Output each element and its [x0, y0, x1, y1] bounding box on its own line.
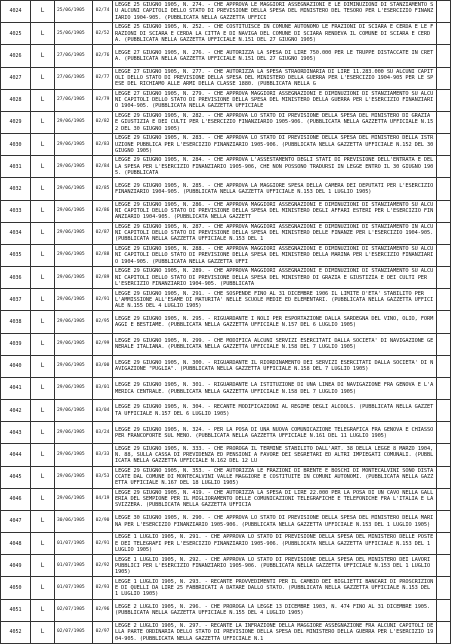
blank-cell [437, 377, 451, 399]
law-number-cell: 4044 [1, 444, 31, 466]
law-date-cell: 02/07/1905 [55, 621, 93, 643]
law-description-cell: LEGGE 2 LUGLIO 1905, N. 297. - RECANTE LA INFRAZIONE DELLA MAGGIORE ASSEGNAZIONE FRA ALCUNI CAPITOLI DELLA PARTE ORDINARIA DELLO STATO DI PREVISIONE DELLA SPESA DEL MINISTERO DELLA GUERRA PER L'ESERCIZIO 1904-905. (PUBBLICATA NELLA GAZZETTA UFFICIALE N.1 [113, 621, 437, 643]
law-date-cell: 29/06/1905 [55, 355, 93, 377]
law-row [1, 510, 451, 532]
law-row [1, 377, 451, 399]
law-number-cell: 4047 [1, 510, 31, 532]
law-code-cell: 02/74 [93, 1, 113, 23]
law-date-cell: 29/06/1905 [55, 200, 93, 222]
law-description-cell: LEGGE 29 GIUGNO 1905, N. 284. - CHE APPROVA L'ASSESTAMENTO DEGLI STATI DI PREVISIONE DELL'ENTRATA E DELLA SPESA PER L'ESERCIZIO FINANZIARIO 1905-906, CHE NON POSSONO TRADURSI IN LEGGE ENTRO IL 30 GIUGNO 1905. (PUBBLICATA [113, 156, 437, 178]
law-description-cell: LEGGE 29 GIUGNO 1905, N. 324. - PER LA POSA DI UNA NUOVA COMUNICAZIONE TELEGRAFICA FRA GENOVA E CHIASSO PER FRANCOFORTE SUL MENO. (PUBBLICATA NELLA GAZZETTA UFFICIALE N.161 DEL 11 LUGLIO 1905) [113, 422, 437, 444]
law-row [1, 289, 451, 311]
act-type-cell: L [31, 400, 55, 422]
act-type-cell: L [31, 355, 55, 377]
act-type-cell: L [31, 289, 55, 311]
law-row [1, 488, 451, 510]
law-description-cell: LEGGE 25 GIUGNO 1905, N. 252. - CHE COSTITUISCE IN COMUNE AUTONOMO LE FRAZIONI DI SCIARA E CERDA E LE FRAZIONI DI SCIARA E CERDA LA CITTA E DI NAVIGA DEL COMUNE DI SCIARA RENDEVA IL COMUNE DI SCIARA E CERDA. (PUBBLICATA NELLA GAZZETTA UFFICIALE N.151 DEL 27 GIUGNO 1905) [113, 23, 437, 45]
law-row [1, 45, 451, 67]
law-code-cell: 02/79 [93, 89, 113, 111]
law-number-cell: 4051 [1, 599, 31, 621]
law-row [1, 23, 451, 45]
law-number-cell: 4043 [1, 422, 31, 444]
blank-cell [437, 156, 451, 178]
law-row [1, 466, 451, 488]
law-number-cell: 4024 [1, 1, 31, 23]
blank-cell [437, 555, 451, 577]
act-type-cell: L [31, 1, 55, 23]
law-description-cell: LEGGE 25 GIUGNO 1905, N. 274. - CHE APPROVA LE MAGGIORI ASSEGNAZIONI E LE DIMINUZIONI DI STANZIAMENTO SU ALCUNI CAPITOLI DELLO STATO DI PREVISIONE DELLA SPESA DEL MINISTERO DEL TESORO PER L'ESERCIZIO FINANZIARIO 1904-905. (PUBBLICATA NELLA GAZZETTA UFFICI [113, 1, 437, 23]
law-row [1, 89, 451, 111]
blank-cell [437, 355, 451, 377]
law-description-cell: LEGGE 29 GIUGNO 1905, N. 285. - CHE APPROVA LA MAGGIORE SPESA DELLA CAMERA DEI DEPUTATI PER L'ESERCIZIO FINANZIARIO 1904-905. (PUBBLICATA NELLA GAZZETTA UFFICIALE N.153 DEL 1 LUGLIO 1905) [113, 178, 437, 200]
law-code-cell: 02/91 [93, 533, 113, 555]
blank-cell [437, 400, 451, 422]
blank-cell [437, 333, 451, 355]
law-row [1, 577, 451, 599]
blank-cell [437, 45, 451, 67]
blank-cell [437, 311, 451, 333]
act-type-cell: L [31, 555, 55, 577]
law-number-cell: 4048 [1, 533, 31, 555]
law-code-cell: 03/33 [93, 444, 113, 466]
law-description-cell: LEGGE 29 GIUGNO 1905, N. 301. - RIGUARDANTE LA ISTITUZIONE DI UNA LINEA DI NAVIGAZIONE FRA GENOVA E L'AMERICA CENTRALE. (PUBBLICATA NELLA GAZZETTA UFFICIALE N.158 DEL 7 LUGLIO 1905) [113, 377, 437, 399]
act-type-cell: L [31, 178, 55, 200]
law-number-cell: 4025 [1, 23, 31, 45]
law-row [1, 311, 451, 333]
act-type-cell: L [31, 67, 55, 89]
law-date-cell: 27/06/1905 [55, 67, 93, 89]
law-number-cell: 4031 [1, 156, 31, 178]
law-description-cell: LEGGE 27 GIUGNO 1905, N. 277. - CHE AUTORIZZA LA SPESA STRAORDINARIA DI LIRE 11.283.000 SU ALCUNI CAPITOLI DELLO STATO DI PREVISIONE DELLA SPESA DEL MINISTERO DELLA GUERRA PER L'ESERCIZIO 1904-905 PER LE SPESE DEL RICHIAMO ALLE ARMI DELLA CLASSE 1880. (PUBBLICATA NELLA G [113, 67, 437, 89]
act-type-cell: L [31, 377, 55, 399]
law-number-cell: 4049 [1, 555, 31, 577]
blank-cell [437, 244, 451, 266]
law-code-cell: 02/99 [93, 333, 113, 355]
act-type-cell: L [31, 156, 55, 178]
law-code-cell: 02/88 [93, 244, 113, 266]
blank-cell [437, 134, 451, 156]
law-row [1, 244, 451, 266]
law-number-cell: 4033 [1, 200, 31, 222]
blank-cell [437, 200, 451, 222]
blank-cell [437, 267, 451, 289]
act-type-cell: L [31, 267, 55, 289]
law-date-cell: 29/06/1905 [55, 333, 93, 355]
law-description-cell: LEGGE 1 LUGLIO 1905, N. 293. - RECANTE PROVVEDIMENTI PER IL CAMBIO DEI BIGLIETTI BANCARI DI PROSCRIZIONE DI QUELLI DA LIRE 25 FABBRICATI A DATARE DALLO STATO. (PUBBLICATA NELLA GAZZETTA UFFICIALE N.153 DEL 1 LUGLIO 1905) [113, 577, 437, 599]
law-row [1, 200, 451, 222]
law-number-cell: 4029 [1, 111, 31, 133]
law-description-cell: LEGGE 29 GIUGNO 1905, N. 299. - CHE MODIFICA ALCUNI SERVIZI ESERCITATI DALLA SOCIETA' DI NAVIGAZIONE GENERALE ITALIANA. (PUBBLICATA NELLA GAZZETTA UFFICIALE N.158 DEL 7 LUGLIO 1905) [113, 333, 437, 355]
law-number-cell: 4032 [1, 178, 31, 200]
law-code-cell: 02/89 [93, 267, 113, 289]
law-date-cell: 29/06/1905 [55, 400, 93, 422]
law-row [1, 1, 451, 23]
law-code-cell: 02/87 [93, 222, 113, 244]
law-date-cell: 29/06/1905 [55, 444, 93, 466]
law-code-cell: 02/85 [93, 178, 113, 200]
law-row [1, 555, 451, 577]
law-code-cell: 02/95 [93, 311, 113, 333]
blank-cell [437, 289, 451, 311]
law-description-cell: LEGGE 29 GIUGNO 1905, N. 282. - CHE APPROVA LO STATO DI PREVISIONE DELLA SPESA DEL MINISTERO DI GRAZIA E GIUSTIZIA E DEI CULTI PER L'ESERCIZIO FINANZIARIO 1905-906. (PUBBLICATA NELLA GAZZETTA UFFICIALE N.152 DEL 30 GIUGNO 1905) [113, 111, 437, 133]
law-description-cell: LEGGE 27 GIUGNO 1905, N. 276. - CHE AUTORIZZA LA SPESA DI LIRE 750.000 PER LE TRUPPE DISTACCATE IN CRETA. (PUBBLICATA NELLA GAZZETTA UFFICIALE N.151 DEL 27 GIUGNO 1905) [113, 45, 437, 67]
law-date-cell: 29/06/1905 [55, 222, 93, 244]
law-code-cell: 02/76 [93, 45, 113, 67]
blank-cell [437, 422, 451, 444]
law-description-cell: LEGGE 1 LUGLIO 1905, N. 292. - CHE APPROVA LO STATO DI PREVISIONE DELLA SPESA DEL MINISTERO DEI LAVORI PUBBLICI PER L'ESERCIZIO FINANZIARIO 1905-906. (PUBBLICATA NELLA GAZZETTA UFFICIALE N.153 DEL 1 LUGLIO 1905) [113, 555, 437, 577]
law-date-cell: 29/06/1905 [55, 422, 93, 444]
law-description-cell: LEGGE 1 LUGLIO 1905, N. 291. - CHE APPROVA LO STATO DI PREVISIONE DELLA SPESA DEL MINISTERO DELLE POSTE E DEI TELEGRAFI PER L'ESERCIZIO FINANZIARIO 1905-906. (PUBBLICATA NELLA GAZZETTA UFFICIALE N.153 DEL 1 LUGLIO 1905) [113, 533, 437, 555]
law-code-cell: 02/97 [93, 621, 113, 643]
law-description-cell: LEGGE 29 GIUGNO 1905, N. 353. - CHE AUTORIZZA LE FRAZIONI DI BRENTE E BOSCHI DI MONTECALVINI SONO DISTACCATE DAL COMUNE DI MONTECALVINI VALLE MAGGIORE E COSTITUITE IN COMUNI AUTONOMI. (PUBBLICATA NELLA GAZZETTA UFFICIALE N.167 DEL 18 LUGLIO 1905) [113, 466, 437, 488]
blank-cell [437, 111, 451, 133]
law-number-cell: 4037 [1, 289, 31, 311]
law-date-cell: 29/06/1905 [55, 244, 93, 266]
law-date-cell: 25/06/1905 [55, 1, 93, 23]
law-date-cell: 01/07/1905 [55, 577, 93, 599]
law-description-cell: LEGGE 29 GIUGNO 1905, N. 287. - CHE APPROVA MAGGIORI ASSEGNAZIONI E DIMINUZIONI DI STANZIAMENTO IN ALCUNI CAPITOLI DELLO STATO DI PREVISIONE DELLA SPESA DEL MINISTERO DELLE FINANZE PER L'ESERCIZIO 1904-905. (PUBBLICATA NELLA GAZZETTA UFFICIALE N.153 DEL 1 [113, 222, 437, 244]
law-date-cell: 29/06/1905 [55, 466, 93, 488]
law-description-cell: LEGGE 29 GIUGNO 1905, N. 419. - CHE AUTORIZZA LA SPESA DI LIRE 22.000 PER LA POSA DI UN CAVO NELLA GALLERIA DEL SEMPIONE PER IL MIGLIORAMENTO DELLE COMUNICAZIONI TELEGRAFICHE E TELEFONICHE FRA L'ITALIA E LA SVIZZERA. (PUBBLICATA NELLA GAZZETTA UFFICIA [113, 488, 437, 510]
law-date-cell: 29/06/1905 [55, 311, 93, 333]
act-type-cell: L [31, 621, 55, 643]
law-number-cell: 4046 [1, 488, 31, 510]
law-date-cell: 29/06/1905 [55, 289, 93, 311]
law-row [1, 67, 451, 89]
law-description-cell: LEGGE 2 LUGLIO 1905, N. 296. - CHE PROROGA LA LEGGE 13 DICEMBRE 1903, N. 474 FINO AL 31 DICEMBRE 1905. (PUBBLICATA NELLA GAZZETTA UFFICIALE N.155 DEL 4 LUGLIO 1905) [113, 599, 437, 621]
act-type-cell: L [31, 533, 55, 555]
law-row [1, 400, 451, 422]
blank-cell [437, 444, 451, 466]
law-number-cell: 4035 [1, 244, 31, 266]
act-type-cell: L [31, 577, 55, 599]
law-row [1, 599, 451, 621]
law-number-cell: 4050 [1, 577, 31, 599]
law-date-cell: 25/06/1905 [55, 23, 93, 45]
act-type-cell: L [31, 466, 55, 488]
law-date-cell: 02/07/1905 [55, 599, 93, 621]
law-row [1, 111, 451, 133]
law-date-cell: 01/07/1905 [55, 533, 93, 555]
law-date-cell: 30/06/1905 [55, 510, 93, 532]
law-code-cell: 02/90 [93, 510, 113, 532]
law-description-cell: LEGGE 29 GIUGNO 1905, N. 300. - RIGUARDANTE IL RIORDINAMENTO DEI SERVIZI ESERCITATI DALLA SOCIETA' DI NAVIGAZIONE "PUGLIA". (PUBBLICATA NELLA GAZZETTA UFFICIALE N.158 DEL 7 LUGLIO 1905) [113, 355, 437, 377]
law-date-cell: 29/06/1905 [55, 111, 93, 133]
act-type-cell: L [31, 134, 55, 156]
law-number-cell: 4034 [1, 222, 31, 244]
law-code-cell: 03/01 [93, 377, 113, 399]
law-date-cell: 29/06/1905 [55, 488, 93, 510]
act-type-cell: L [31, 222, 55, 244]
law-code-cell: 02/93 [93, 577, 113, 599]
law-code-cell: 02/91 [93, 289, 113, 311]
law-date-cell: 29/06/1905 [55, 377, 93, 399]
law-row [1, 178, 451, 200]
act-type-cell: L [31, 422, 55, 444]
blank-cell [437, 23, 451, 45]
act-type-cell: L [31, 200, 55, 222]
law-row [1, 444, 451, 466]
law-row [1, 222, 451, 244]
law-description-cell: LEGGE 29 GIUGNO 1905, N. 333. - CHE PROROGA IL TERMINE STABILITO DALL'ART. 38 DELLA LEGGE 8 MARZO 1904, N. 88, SULLA CASSA DI PREVIDENZA ED PENSIONI A FAVORE DEI SEGRETARI ED ALTRI IMPIEGATI COMUNALI. (PUBBLICATA NELLA GAZZETTA UFFICIALE N.162 DEL 12 LU [113, 444, 437, 466]
law-description-cell: LEGGE 29 GIUGNO 1905, N. 286. - CHE APPROVA MAGGIORI ASSEGNAZIONI E DIMINUZIONI DI STANZIAMENTO SU ALCUNI CAPITOLI DELLO STATO DI PREVISIONE DELLA SPESA DEL MINISTERO DEGLI AFFARI ESTERI PER L'ESERCIZIO FINANZIARIO 1904-905. (PUBBLICATA NELLA GAZZETT [113, 200, 437, 222]
law-number-cell: 4040 [1, 355, 31, 377]
law-description-cell: LEGGE 29 GIUGNO 1905, N. 288. - CHE APPROVA MAGGIORI ASSEGNAZIONI E DIMINUZIONI DI STANZIAMENTO SU ALCUNI CAPITOLI DELLO STATO DI PREVISIONE DELLA SPESA DEL MINISTERO DELLA MARINA PER L'ESERCIZIO FINANZIARIO 1904-905. (PUBBLICATA NELLA GAZZETTA UFFI [113, 244, 437, 266]
law-description-cell: LEGGE 29 GIUGNO 1905, N. 283. - CHE APPROVA LO STATO DI PREVISIONE DELLA SPESA DEL MINISTERO DELLA ISTRUZIONE PUBBLICA PER L'ESERCIZIO FINANZIARIO 1905-906. (PUBBLICATA NELLA GAZZETTA UFFICIALE N.152 DEL 30 GIUGNO 1905) [113, 134, 437, 156]
law-row [1, 156, 451, 178]
law-number-cell: 4045 [1, 466, 31, 488]
law-description-cell: LEGGE 30 GIUGNO 1905, N. 290. - CHE APPROVA LO STATO DI PREVISIONE DELLA SPESA DEL MINISTERO DELLA MARINA PER L'ESERCIZIO FINANZIARIO 1905-906. (PUBBLICATA NELLA GAZZETTA UFFICIALE N.153 DEL 1 LUGLIO 1905) [113, 510, 437, 532]
act-type-cell: L [31, 444, 55, 466]
act-type-cell: L [31, 45, 55, 67]
blank-cell [437, 533, 451, 555]
law-code-cell: 03/00 [93, 355, 113, 377]
law-code-cell: 02/86 [93, 200, 113, 222]
law-code-cell: 02/83 [93, 134, 113, 156]
law-date-cell: 29/06/1905 [55, 134, 93, 156]
blank-cell [437, 1, 451, 23]
law-number-cell: 4036 [1, 267, 31, 289]
law-number-cell: 4039 [1, 333, 31, 355]
blank-cell [437, 488, 451, 510]
law-date-cell: 01/07/1905 [55, 555, 93, 577]
law-row [1, 355, 451, 377]
law-row [1, 267, 451, 289]
law-row [1, 533, 451, 555]
blank-cell [437, 89, 451, 111]
act-type-cell: L [31, 488, 55, 510]
law-row [1, 621, 451, 643]
blank-cell [437, 599, 451, 621]
law-date-cell: 27/06/1905 [55, 45, 93, 67]
law-number-cell: 4027 [1, 67, 31, 89]
act-type-cell: L [31, 311, 55, 333]
law-number-cell: 4038 [1, 311, 31, 333]
blank-cell [437, 222, 451, 244]
blank-cell [437, 577, 451, 599]
law-number-cell: 4042 [1, 400, 31, 422]
law-date-cell: 29/06/1905 [55, 156, 93, 178]
act-type-cell: L [31, 510, 55, 532]
act-type-cell: L [31, 23, 55, 45]
act-type-cell: L [31, 599, 55, 621]
law-code-cell: 02/82 [93, 111, 113, 133]
blank-cell [437, 466, 451, 488]
law-row [1, 134, 451, 156]
law-number-cell: 4052 [1, 621, 31, 643]
law-code-cell: 02/52 [93, 23, 113, 45]
law-description-cell: LEGGE 29 GIUGNO 1905, N. 295. - RIGUARDANTE I NOLI PER ESPORTAZIONE DALLA SARDEGNA DEL VINO, OLIO, FORMAGGI E BESTIAME. (PUBBLICATA NELLA GAZZETTA UFFICIALE N.157 DEL 6 LUGLIO 1905) [113, 311, 437, 333]
law-description-cell: LEGGE 29 GIUGNO 1905, N. 289. - CHE APPROVA MAGGIORI ASSEGNAZIONI E DIMINUZIONI DI STANZIAMENTO SU ALCUNI CAPITOLI DELLO STATO DI PREVISIONE DELLA SPESA DEL MINISTERO DI GRAZIA E GIUSTIZIA E DEI CULTI PER L'ESERCIZIO FINANZIARIO 1904-905. (PUBBLICATA [113, 267, 437, 289]
law-date-cell: 27/06/1905 [55, 89, 93, 111]
law-description-cell: LEGGE 27 GIUGNO 1905, N. 279. - CHE APPROVA MAGGIORI ASSEGNAZIONI E DIMINUZIONI DI STANZIAMENTO SU ALCUNI CAPITOLI DELLO STATO DI PREVISIONE DELLA SPESA DEL MINISTERO DELLA GUERRA PER L'ESERCIZIO FINANZIARIO 1904-905. (PUBBLICATA NELLA GAZZETTA UFFICIALE [113, 89, 437, 111]
law-description-cell: LEGGE 29 GIUGNO 1905, N. 304. - RECANTE MODIFICAZIONI AL REGIME DEGLI ALCOOLS. (PUBBLICATA NELLA GAZZETTA UFFICIALE N.157 DEL 6 LUGLIO 1905) [113, 400, 437, 422]
law-row [1, 422, 451, 444]
law-code-cell: 02/84 [93, 156, 113, 178]
law-number-cell: 4026 [1, 45, 31, 67]
laws-register-body [1, 1, 451, 644]
act-type-cell: L [31, 111, 55, 133]
law-number-cell: 4030 [1, 134, 31, 156]
law-code-cell: 03/53 [93, 466, 113, 488]
law-code-cell: 04/19 [93, 488, 113, 510]
law-code-cell: 02/92 [93, 555, 113, 577]
law-code-cell: 02/77 [93, 67, 113, 89]
law-code-cell: 03/24 [93, 422, 113, 444]
blank-cell [437, 67, 451, 89]
law-number-cell: 4041 [1, 377, 31, 399]
act-type-cell: L [31, 89, 55, 111]
act-type-cell: L [31, 244, 55, 266]
law-code-cell: 03/04 [93, 400, 113, 422]
law-number-cell: 4028 [1, 89, 31, 111]
law-code-cell: 02/96 [93, 599, 113, 621]
law-row [1, 333, 451, 355]
blank-cell [437, 510, 451, 532]
law-date-cell: 29/06/1905 [55, 178, 93, 200]
act-type-cell: L [31, 333, 55, 355]
blank-cell [437, 178, 451, 200]
law-date-cell: 29/06/1905 [55, 267, 93, 289]
law-description-cell: LEGGE 29 GIUGNO 1905, N. 291. - CHE SOSPENDE FINO AL 31 DICEMBRE 1906 IL LIMITE D'ETA' STABILITO PER L'AMMISSIONE ALL'ESAME DI MATURITA' NELLE SCUOLE MEDIE ED ELEMENTARI. (PUBBLICATA NELLA GAZZETTA UFFICIALE N.155 DEL 4 LUGLIO 1905) [113, 289, 437, 311]
blank-cell [437, 621, 451, 643]
